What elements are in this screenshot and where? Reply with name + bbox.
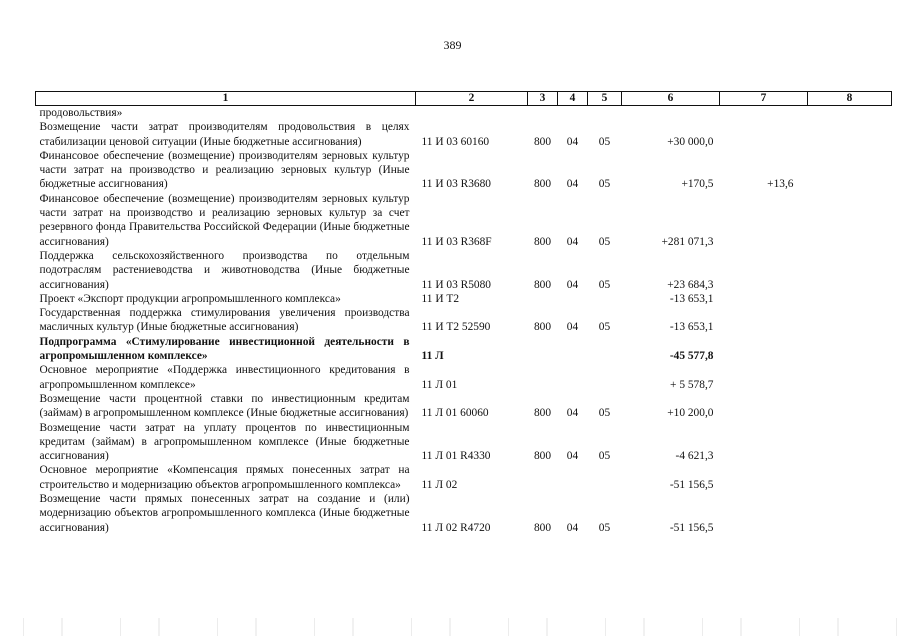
row-col7-amount-cell [720,120,808,149]
row-col6-amount-cell [622,106,720,121]
row-col4-cell: 04 [566,450,579,463]
row-col6-amount-cell: -51 156,5 [669,521,714,534]
row-col3-cell: 800 [533,321,552,334]
row-code-cell: 11 И Т2 [421,292,460,305]
row-name-cell: Основное мероприятие «Компенсация прямых понесенных затрат на строительство и модернизацию объектов агропромышленного комплекса» [39,464,410,491]
row-col7-amount-cell [720,192,808,249]
row-col7-amount-cell [720,392,808,421]
row-code-cell: 11 Л 02 [421,478,458,491]
row-name-cell: Финансовое обеспечение (возмещение) производителям зерновых культур части затрат на производство и реализацию зерновых культур (Иные бюджетные ассигнования) [39,149,410,191]
column-header: 5 [588,92,622,106]
row-col3-cell: 800 [533,407,552,420]
row-col3-cell: 800 [533,235,552,248]
row-col4-cell: 04 [566,321,579,334]
table-row [36,306,892,335]
row-col4-cell [558,363,588,392]
table-row [36,292,892,306]
row-col3-cell [528,363,558,392]
column-header: 7 [720,92,808,106]
column-header: 8 [808,92,892,106]
row-col5-cell: 05 [598,135,611,148]
page-number: 389 [443,38,462,52]
row-col8-cell [808,335,892,364]
row-col8-cell [808,149,892,192]
row-col3-cell: 800 [533,521,552,534]
row-col5-cell [588,335,622,364]
row-col8-cell [808,306,892,335]
table-row [36,192,892,249]
table-row [36,120,892,149]
row-col8-cell [808,292,892,306]
row-code-cell: 11 Л 02 R4720 [421,521,491,534]
row-col7-amount-cell [720,249,808,292]
row-code-cell: 11 Л [421,350,444,363]
row-col8-cell [808,463,892,492]
row-col3-cell [528,106,558,121]
row-code-cell: 11 И 03 R368F [421,235,492,248]
row-col4-cell [558,292,588,306]
row-col8-cell [808,249,892,292]
table-row [36,335,892,364]
table-row [36,363,892,392]
row-col7-amount-cell [720,421,808,464]
table-row [36,492,892,535]
row-col3-cell: 800 [533,278,552,291]
row-col5-cell: 05 [598,178,611,191]
row-col3-cell [528,463,558,492]
budget-table [35,91,892,535]
row-col7-amount-cell [720,106,808,121]
table-row [36,106,892,121]
row-col5-cell: 05 [598,407,611,420]
table-row [36,149,892,192]
row-col7-amount-cell [720,363,808,392]
row-col4-cell [558,463,588,492]
row-name-cell: Возмещение части прямых понесенных затрат на создание и (или) модернизацию объектов агропромышленного комплекса (Иные бюджетные ассигнования) [39,493,410,534]
row-col5-cell: 05 [598,450,611,463]
table-body [36,106,892,535]
row-col4-cell [558,335,588,364]
table-row [36,463,892,492]
row-col8-cell [808,192,892,249]
row-code-cell [416,106,528,121]
table-row [36,249,892,292]
row-code-cell: 11 И 03 60160 [421,135,490,148]
row-name-cell: продовольствия» [39,107,123,119]
column-header: 3 [528,92,558,106]
row-code-cell: 11 Л 01 [421,378,458,391]
row-col4-cell: 04 [566,135,579,148]
row-name-cell: Возмещение части процентной ставки по инвестиционным кредитам (займам) в агропромышленном комплексе (Иные бюджетные ассигнования) [39,392,410,420]
scan-noise [0,618,905,636]
row-name-cell: Основное мероприятие «Поддержка инвестиционного кредитования в агропромышленном комплексе» [39,364,410,391]
row-col4-cell: 04 [566,235,579,248]
row-code-cell: 11 И 03 R5080 [421,278,492,291]
row-col5-cell: 05 [598,521,611,534]
row-col5-cell: 05 [598,235,611,248]
row-col4-cell: 04 [566,178,579,191]
row-col6-amount-cell: -13 653,1 [669,292,714,305]
row-col3-cell: 800 [533,135,552,148]
column-header: 4 [558,92,588,106]
row-name-cell: Возмещение части затрат производителям продовольствия в целях стабилизации ценовой ситуации (Иные бюджетные ассигнования) [39,121,410,148]
row-name-cell: Подпрограмма «Стимулирование инвестиционной деятельности в агропромышленном комплексе» [39,335,410,363]
row-col7-amount-cell [720,463,808,492]
table-row [36,392,892,421]
row-col5-cell [588,463,622,492]
row-col6-amount-cell: +170,5 [681,178,714,191]
row-col8-cell [808,421,892,464]
row-name-cell: Государственная поддержка стимулирования увеличения производства масличных культур (Иные бюджетные ассигнования) [39,307,410,334]
row-col4-cell [558,106,588,121]
row-col6-amount-cell: +23 684,3 [667,278,714,291]
row-col6-amount-cell: -13 653,1 [669,321,714,334]
row-col6-amount-cell: +10 200,0 [667,407,714,420]
row-col5-cell: 05 [598,278,611,291]
row-code-cell: 11 Л 01 60060 [421,407,489,420]
row-col3-cell: 800 [533,450,552,463]
column-header: 2 [416,92,528,106]
row-col4-cell: 04 [566,278,579,291]
row-col6-amount-cell: + 5 578,7 [670,378,714,391]
row-col7-amount-cell [720,292,808,306]
row-col6-amount-cell: -45 577,8 [669,350,714,363]
row-col3-cell [528,292,558,306]
column-number-header-row [36,92,892,106]
row-col3-cell [528,335,558,364]
row-name-cell: Проект «Экспорт продукции агропромышленного комплекса» [39,292,341,305]
row-col8-cell [808,363,892,392]
row-col6-amount-cell: +30 000,0 [667,135,714,148]
row-col5-cell [588,292,622,306]
row-col7-amount-cell [720,306,808,335]
row-col6-amount-cell: +281 071,3 [661,235,714,248]
row-col7-amount-cell [720,335,808,364]
row-col8-cell [808,106,892,121]
row-code-cell: 11 И Т2 52590 [421,321,491,334]
table-row [36,421,892,464]
row-col5-cell: 05 [598,321,611,334]
row-col5-cell [588,106,622,121]
row-col4-cell: 04 [566,521,579,534]
column-header: 1 [36,92,416,106]
row-col3-cell: 800 [533,178,552,191]
row-col7-amount-cell: +13,6 [767,178,794,191]
row-col5-cell [588,363,622,392]
row-col8-cell [808,392,892,421]
column-header: 6 [622,92,720,106]
row-col6-amount-cell: -4 621,3 [675,450,714,463]
row-col7-amount-cell [720,492,808,535]
row-col8-cell [808,492,892,535]
row-name-cell: Финансовое обеспечение (возмещение) производителям зерновых культур части затрат на производство и реализацию зерновых культур за счет резервного фонда Правительства Российской Федерации (Иные бюджетные ассигнования) [39,192,410,248]
row-code-cell: 11 Л 01 R4330 [421,450,491,463]
row-col8-cell [808,120,892,149]
row-code-cell: 11 И 03 R3680 [421,178,492,191]
row-col6-amount-cell: -51 156,5 [669,478,714,491]
row-name-cell: Возмещение части затрат на уплату процентов по инвестиционным кредитам (займам) в агропромышленном комплексе (Иные бюджетные ассигнования) [39,421,410,463]
row-name-cell: Поддержка сельскохозяйственного производства по отдельным подотраслям растениеводства и животноводства (Иные бюджетные ассигнования) [39,249,410,291]
row-col4-cell: 04 [566,407,579,420]
